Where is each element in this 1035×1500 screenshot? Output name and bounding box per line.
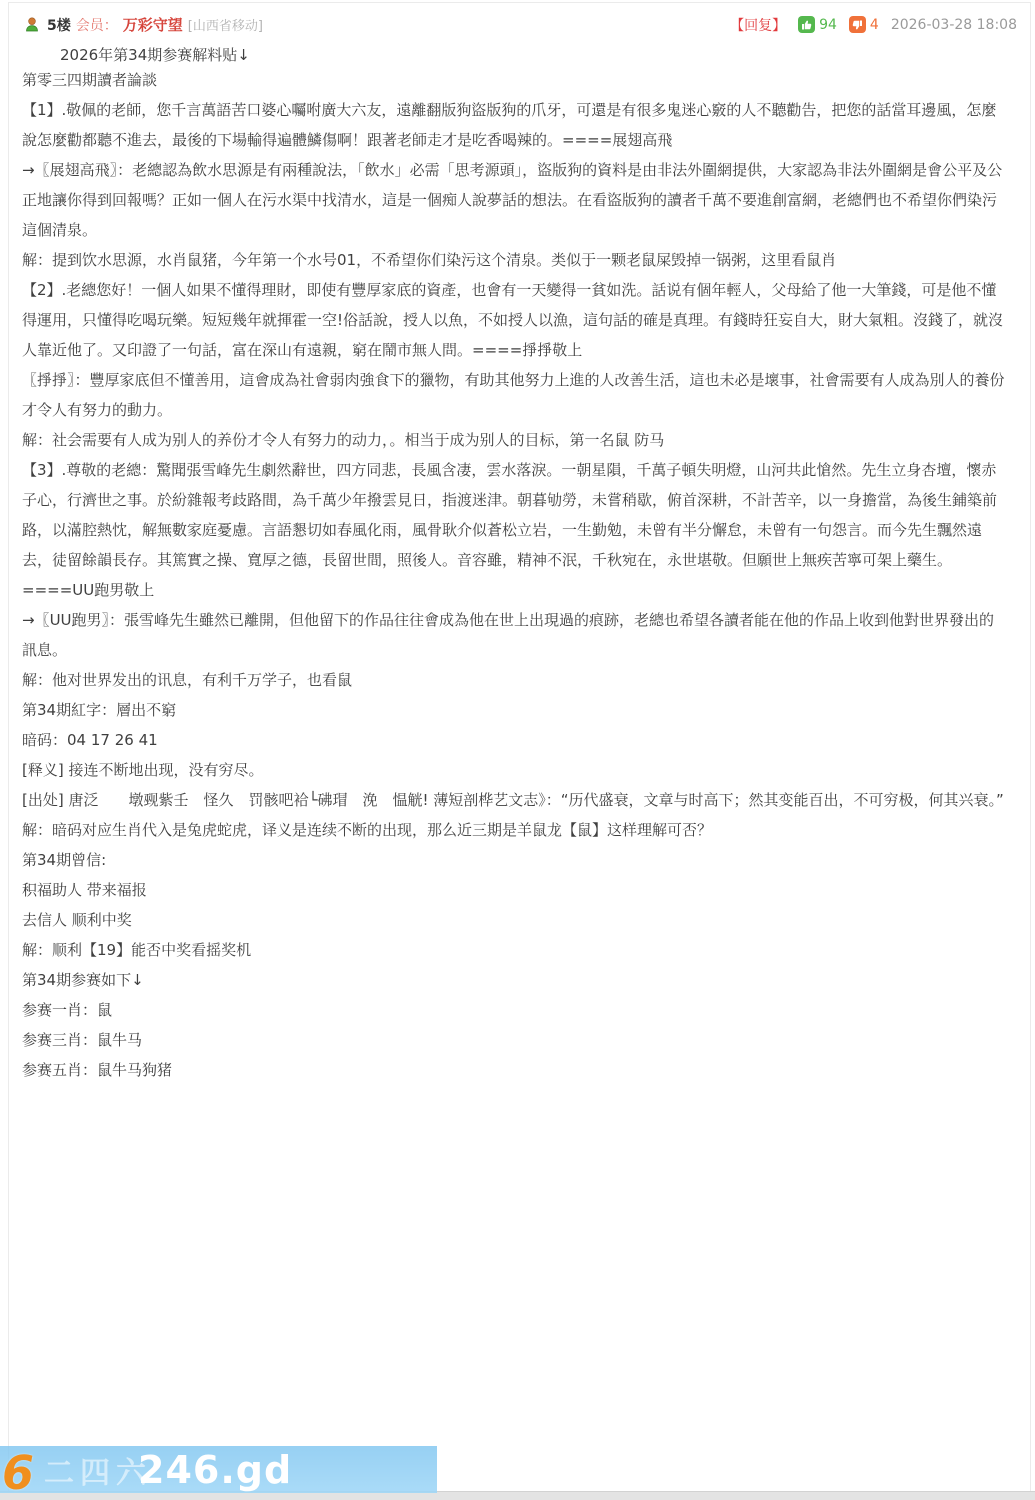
post-paragraph: 第零三四期讀者論談 (22, 71, 158, 89)
post-border-top (8, 2, 1031, 3)
avatar-icon (24, 17, 40, 33)
post-paragraph: 【2】.老總您好！一個人如果不懂得理財，即使有豐厚家底的資產，也會有一天變得一貧如洗。話说有個年輕人，父母給了他一大筆錢，可是他不懂得運用，只懂得吃喝玩樂。短短幾年就揮霍一空!俗話說，授人以魚，不如授人以漁，這句話的確是真理。有錢時狂妄自大，財大氣粗。沒錢了，就沒人靠近他了。又印證了一句話，富在深山有遠親，窮在鬧市無人問。====掙掙敬上 (22, 281, 1004, 359)
post-paragraph: 【1】.敬佩的老師，您千言萬語苦口婆心囑咐廣大六友，遠離翻版狗盜版狗的爪牙，可還是有很多鬼迷心竅的人不聽勸告，把您的話當耳邊風，怎麼說怎麼勸都聽不進去，最後的下場輸得遍體鱗傷啊！跟著老師走才是吃香喝辣的。====展翅高飛 (22, 101, 997, 149)
user-location: [山西省移动] (187, 19, 263, 34)
post-paragraph: 去信人 顺利中奖 (22, 911, 132, 929)
post-timestamp: 2026-03-28 18:08 (890, 16, 1017, 33)
member-label: 会员： (75, 17, 118, 34)
post-paragraph: 〖掙掙〗：豐厚家底但不懂善用，這會成為社會弱肉強食下的獵物，有助其他努力上進的人改善生活，這也未必是壞事，社會需要有人成為別人的養份才令人有努力的動力。 (22, 371, 1005, 419)
dislike-button[interactable] (849, 16, 879, 33)
post-paragraph: 解：他对世界发出的讯息，有利千万学子，也看鼠 (22, 671, 353, 689)
watermark-brand: 二四六 (44, 1455, 153, 1491)
post-paragraph: →〖UU跑男〗：張雪峰先生雖然已離開，但他留下的作品往往會成為他在世上出現過的痕跡，老總也希望各讀者能在他的作品上收到他對世界發出的訊息。 (22, 611, 995, 659)
post-border-right (1030, 2, 1031, 1500)
post-paragraph: 【3】.尊敬的老總：驚聞張雪峰先生劇然辭世，四方同悲，長風含凄，雲水落淚。一朝星隕，千萬子頓失明燈，山河共此愴然。先生立身杏壇，懷赤子心，行濟世之事。於紛雜報考歧路間，為千萬少年撥雲見日，指渡迷津。朝暮劬勞，未嘗稍歇，俯首深耕，不計苦辛，以一身擔當，為後生鋪築前路，以滿腔熱忱，解無數家庭憂慮。言語懇切如春風化雨，風骨耿介似蒼松立岩，一生勤勉，未曾有半分懈怠，未曾有一句怨言。而今先生飄然遠去，徒留餘韻長存。其篤實之操、寬厚之德，長留世間，照後人。音容雖，精神不泯，千秋宛在，永世堪敬。但願世上無疾苦寧可架上藥生。====UU跑男敬上 (22, 461, 998, 599)
post-border-left (8, 2, 9, 1500)
post-paragraph: 第34期参赛如下↓ (22, 971, 144, 989)
post-paragraph: 第34期紅字：層出不窮 (22, 701, 177, 719)
post-paragraph: 第34期曾信: (22, 851, 107, 869)
reply-button[interactable]: 【回复】 (730, 17, 787, 34)
post-subtitle: 2026年第34期参赛解料贴↓ (60, 46, 250, 64)
post-paragraph: →〖展翅高飛〗：老總認為飲水思源是有兩種說法，「飲水」必需「思考源頭」，盜版狗的資料是由非法外圍網提供，大家認為非法外圍網是會公平及公正地讓你得到回報嗎？正如一個人在污水渠中找清水，這是一個痴人說夢話的想法。在看盜版狗的讀者千萬不要進創富網，老總們也不希望你們染污這個清泉。 (22, 161, 1003, 239)
post-paragraph: [出处] 唐泛 墩觋紫壬 怪久 罚骸吧袷└砩瑁 浼 愠觥! 薄短剖桦艺文志》：“历代盛衰，文章与时高下；然其变能百出，不可穷极，何其兴衰。” (22, 791, 1004, 809)
post-paragraph: 积福助人 带来福报 (22, 881, 147, 899)
watermark-logo-icon: 6 (2, 1445, 35, 1500)
post-paragraph: 解：提到饮水思源，水肖鼠猪，今年第一个水号01，不希望你们染污这个清泉。类似于一颗老鼠屎毁掉一锅粥，这里看鼠肖 (22, 251, 837, 269)
post-author-block (24, 14, 263, 35)
post-paragraph: 解：社会需要有人成为别人的养份才令人有努力的动力，。相当于成为别人的目标，第一名鼠 防马 (22, 431, 665, 449)
post-paragraph: 解：暗码对应生肖代入是兔虎蛇虎，译义是连续不断的出现，那么近三期是羊鼠龙【鼠】这样理解可否？ (22, 821, 713, 839)
watermark-domain: 246.gd (138, 1447, 293, 1492)
post-actions (730, 15, 1017, 35)
floor-number: 5楼 (47, 17, 71, 34)
post-paragraph: 参赛一肖：鼠 (22, 1001, 113, 1019)
thumbs-up-icon (798, 16, 815, 33)
post-paragraph: [释义] 接连不断地出现，没有穷尽。 (22, 761, 264, 779)
dislike-count: 4 (869, 16, 879, 33)
post-paragraph: 暗码：04 17 26 41 (22, 731, 158, 749)
post-paragraph: 参赛五肖：鼠牛马狗猪 (22, 1061, 173, 1079)
post-paragraph: 参赛三肖：鼠牛马 (22, 1031, 143, 1049)
like-count: 94 (819, 16, 837, 33)
username-link[interactable]: 万彩守望 (122, 16, 183, 34)
site-watermark (0, 1445, 437, 1500)
post-paragraph: 解：顺利【19】能否中奖看摇奖机 (22, 941, 252, 959)
thumbs-down-icon (849, 16, 866, 33)
post-body (0, 65, 1035, 1085)
post-header (0, 0, 1035, 35)
like-button[interactable] (798, 16, 837, 33)
